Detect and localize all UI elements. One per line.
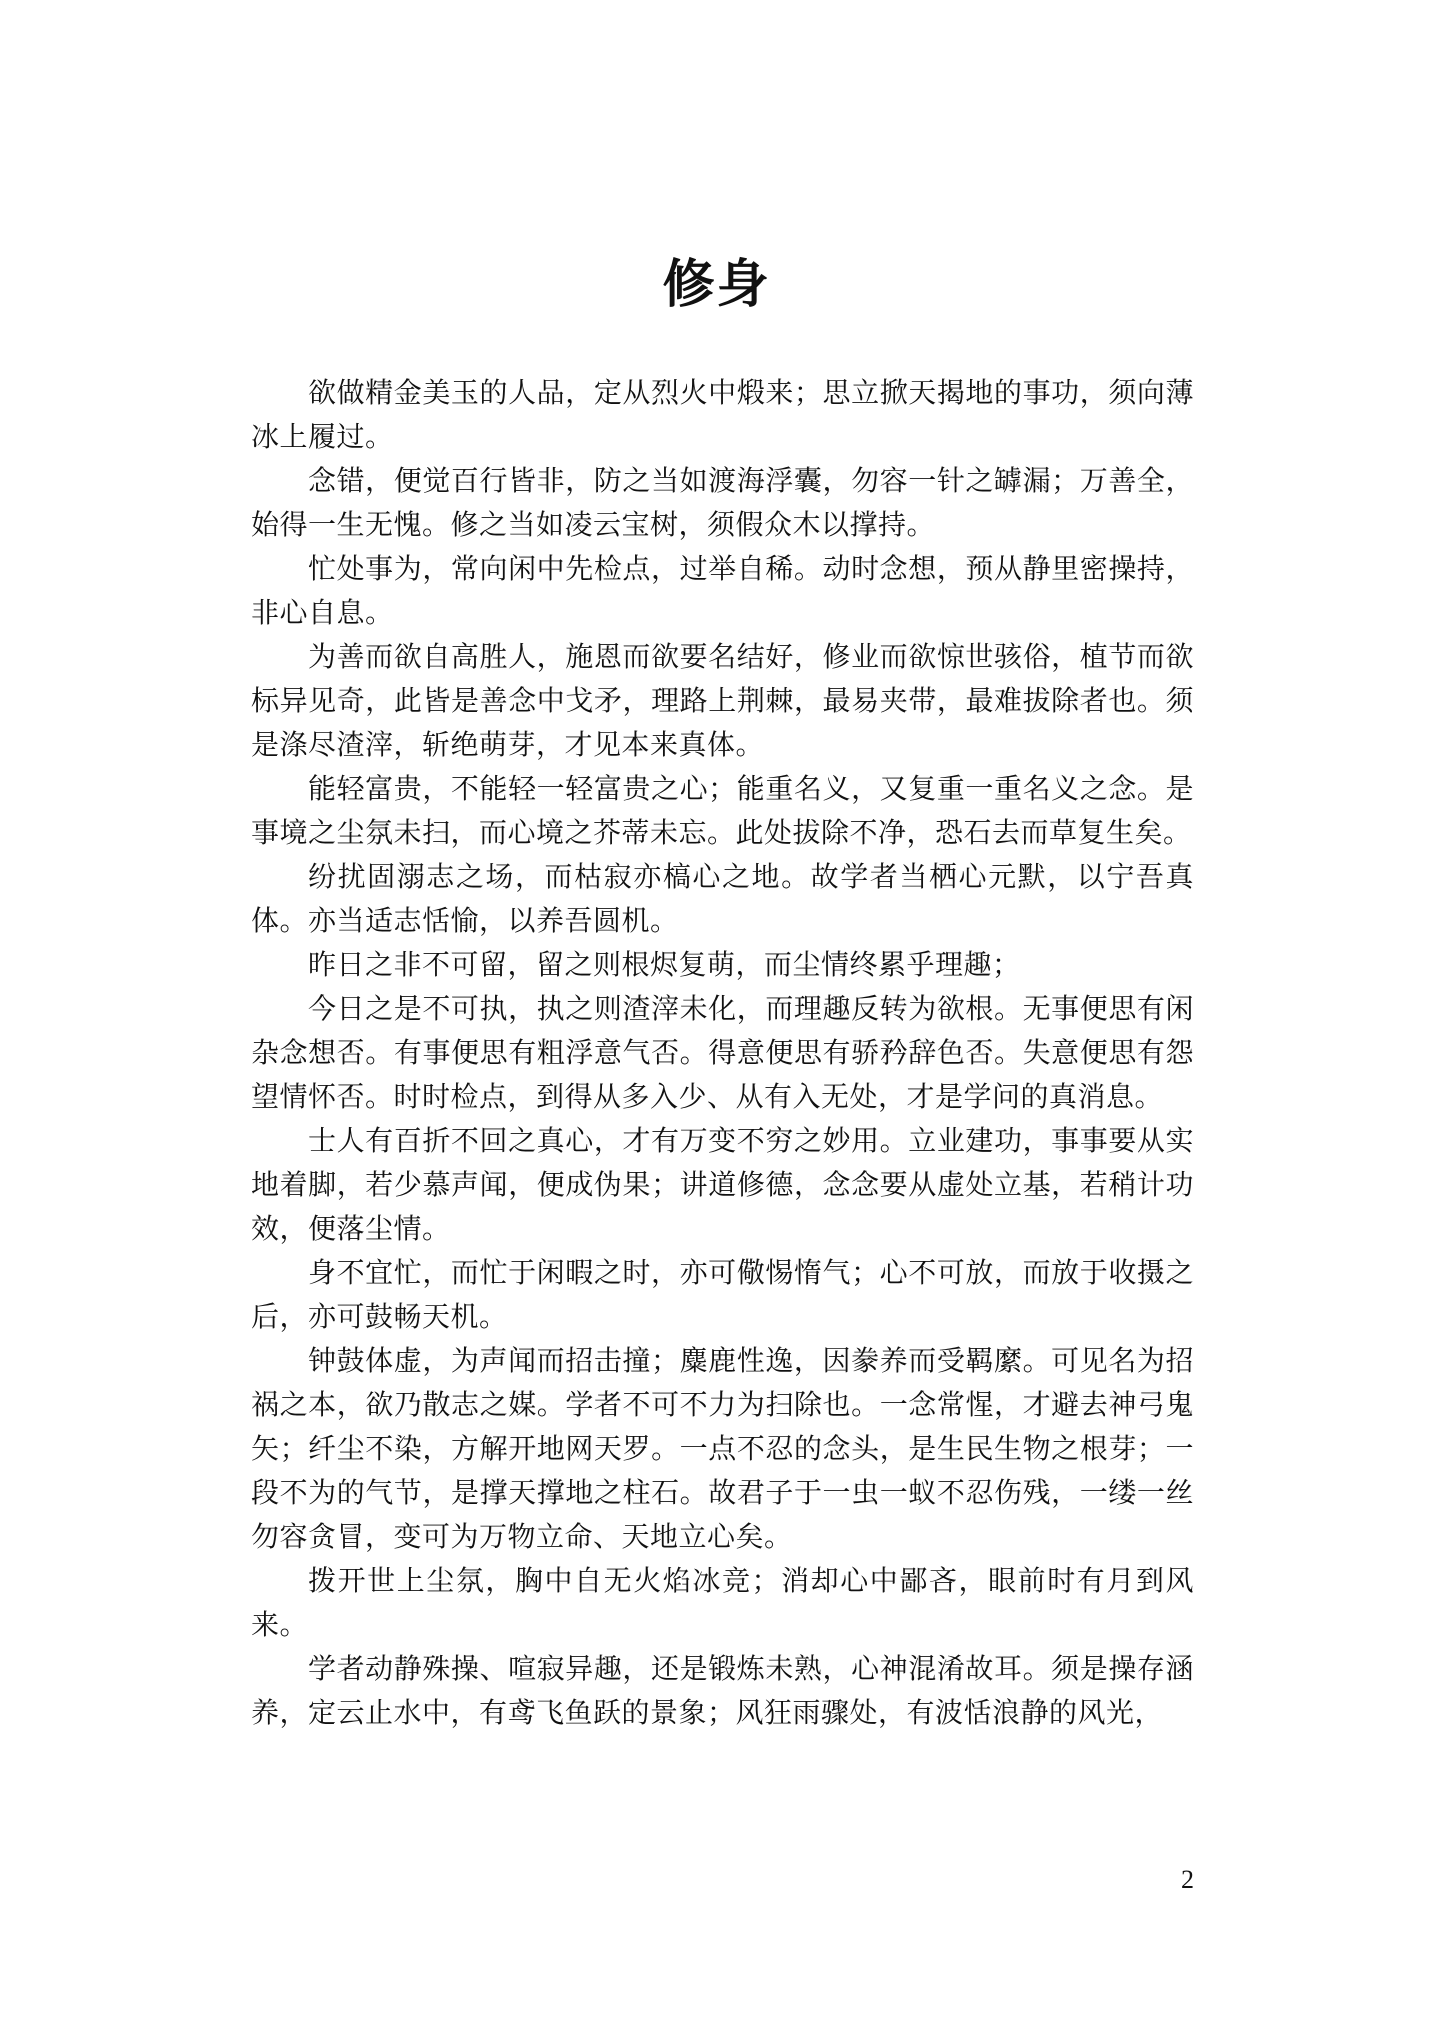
paragraph: 欲做精金美玉的人品，定从烈火中煅来；思立掀天揭地的事功，须向薄冰上履过。 xyxy=(251,376,1194,453)
paragraph: 拨开世上尘氛，胸中自无火焰冰竞；消却心中鄙吝，眼前时有月到风来。 xyxy=(251,1564,1194,1641)
paragraph: 钟鼓体虚，为声闻而招击撞；麋鹿性逸，因豢养而受羁縻。可见名为招祸之本，欲乃散志之媒。学者不可不力为扫除也。一念常惺，才避去神弓鬼矢；纤尘不染，方解开地网天罗。一点不忍的念头，是生民生物之根芽；一段不为的气节，是撑天撑地之柱石。故君子于一虫一蚁不忍伤残，一缕一丝勿容贪冒，变可为万物立命、天地立心矣。 xyxy=(251,1344,1194,1553)
paragraph: 能轻富贵，不能轻一轻富贵之心；能重名义，又复重一重名义之念。是事境之尘氛未扫，而心境之芥蒂未忘。此处拔除不净，恐石去而草复生矣。 xyxy=(251,772,1194,849)
page-title: 修身 xyxy=(662,255,771,315)
paragraph: 身不宜忙，而忙于闲暇之时，亦可儆惕惰气；心不可放，而放于收摄之后，亦可鼓畅天机。 xyxy=(251,1256,1194,1333)
paragraph: 念错，便觉百行皆非，防之当如渡海浮囊，勿容一针之罅漏；万善全，始得一生无愧。修之当如凌云宝树，须假众木以撑持。 xyxy=(251,464,1194,541)
page-number: 2 xyxy=(1181,1865,1194,1894)
paragraph: 昨日之非不可留，留之则根烬复萌，而尘情终累乎理趣； xyxy=(308,948,1021,981)
body-text xyxy=(251,371,1194,1735)
paragraph: 今日之是不可执，执之则渣滓未化，而理趣反转为欲根。无事便思有闲杂念想否。有事便思有粗浮意气否。得意便思有骄矜辞色否。失意便思有怨望情怀否。时时检点，到得从多入少、从有入无处，才是学问的真消息。 xyxy=(251,992,1194,1113)
paragraph: 忙处事为，常向闲中先检点，过举自稀。动时念想，预从静里密操持，非心自息。 xyxy=(251,552,1194,629)
paragraph: 纷扰固溺志之场，而枯寂亦槁心之地。故学者当栖心元默，以宁吾真体。亦当适志恬愉，以养吾圆机。 xyxy=(251,860,1194,937)
paragraph: 士人有百折不回之真心，才有万变不穷之妙用。立业建功，事事要从实地着脚，若少慕声闻，便成伪果；讲道修德，念念要从虚处立基，若稍计功效，便落尘情。 xyxy=(251,1124,1194,1245)
paragraph: 为善而欲自高胜人，施恩而欲要名结好，修业而欲惊世骇俗，植节而欲标异见奇，此皆是善念中戈矛，理路上荆棘，最易夹带，最难拔除者也。须是涤尽渣滓，斩绝萌芽，才见本来真体。 xyxy=(251,640,1194,761)
paragraph: 学者动静殊操、喧寂异趣，还是锻炼未熟，心神混淆故耳。须是操存涵养，定云止水中，有鸢飞鱼跃的景象；风狂雨骤处，有波恬浪静的风光， xyxy=(251,1652,1194,1729)
